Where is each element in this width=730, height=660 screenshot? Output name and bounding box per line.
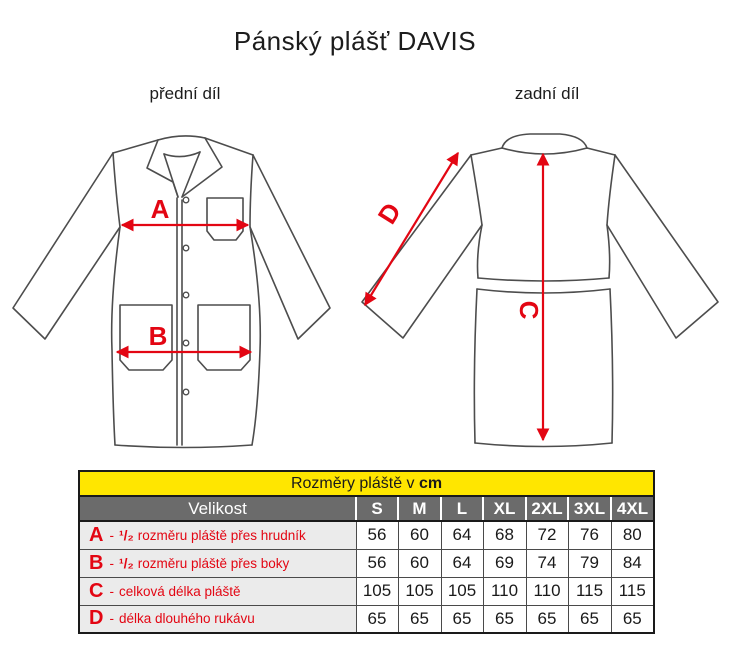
back-left-body-lower (474, 289, 477, 443)
row-c-desc: celková délka pláště (118, 583, 241, 599)
table-title-row (79, 471, 654, 496)
size-table (78, 470, 655, 634)
back-right-shoulder (587, 148, 615, 155)
front-buttons (183, 197, 189, 395)
row-d-letter: D (89, 607, 104, 630)
size-value-cell: 79 (568, 549, 611, 577)
row-a-fraction: ¹/₂ (118, 526, 134, 543)
size-value-cell: 65 (483, 605, 526, 633)
front-view-label: přední díl (149, 84, 221, 103)
size-value-cell: 65 (398, 605, 441, 633)
back-view-label: zadní díl (514, 84, 580, 103)
size-value-cell: 80 (611, 521, 654, 549)
back-hem (475, 443, 612, 447)
front-right-sleeve (250, 155, 330, 339)
row-b-fraction: ¹/₂ (118, 554, 134, 571)
dash: - (109, 555, 114, 571)
front-coat-diagram (10, 120, 350, 465)
button (183, 197, 189, 203)
back-right-sleeve (607, 155, 718, 338)
table-title-unit: cm (418, 474, 443, 492)
size-header-label: Velikost (79, 496, 356, 521)
row-b-desc: rozměru pláště přes boky (137, 555, 290, 571)
back-coat-diagram (360, 120, 720, 465)
size-value-cell: 72 (526, 521, 568, 549)
back-right-body-lower (610, 289, 613, 443)
size-col-l: L (441, 496, 483, 521)
row-c-letter: C (89, 579, 104, 602)
back-collar-seam (502, 148, 587, 154)
table-title (79, 471, 654, 496)
page-title: Pánský plášť DAVIS (233, 26, 477, 56)
size-value-cell: 76 (568, 521, 611, 549)
row-a-label (79, 521, 356, 549)
row-b-letter: B (89, 551, 104, 574)
measure-arrow-d (365, 153, 458, 305)
row-a-desc: rozměru pláště přes hrudník (137, 527, 306, 543)
back-left-shoulder (471, 148, 502, 155)
size-value-cell: 65 (356, 605, 398, 633)
size-value-cell: 64 (441, 521, 483, 549)
size-value-cell: 56 (356, 521, 398, 549)
table-row-a (79, 521, 654, 549)
size-col-m: M (398, 496, 441, 521)
measure-arrow-c (514, 154, 544, 440)
size-value-cell: 64 (441, 549, 483, 577)
size-value-cell: 60 (398, 521, 441, 549)
dash: - (109, 611, 114, 627)
size-col-xl: XL (483, 496, 526, 521)
front-left-roll-line (164, 154, 178, 197)
size-col-2xl: 2XL (526, 496, 568, 521)
front-left-lapel (147, 140, 178, 197)
size-value-cell: 65 (568, 605, 611, 633)
size-value-cell: 115 (611, 577, 654, 605)
size-value-cell: 105 (441, 577, 483, 605)
measure-label-d: D (371, 197, 408, 230)
back-right-body-upper (607, 155, 615, 278)
size-header-row (79, 496, 654, 521)
size-value-cell: 74 (526, 549, 568, 577)
row-a-letter: A (89, 523, 104, 546)
size-col-4xl: 4XL (611, 496, 654, 521)
button (183, 340, 189, 346)
front-right-lapel (182, 138, 222, 197)
size-value-cell: 110 (526, 577, 568, 605)
size-value-cell: 65 (611, 605, 654, 633)
front-left-sleeve (13, 153, 120, 339)
front-right-body-edge (250, 155, 260, 445)
row-b-label (79, 549, 356, 577)
back-coat-outline (362, 134, 718, 447)
size-col-3xl: 3XL (568, 496, 611, 521)
chest-pocket (207, 198, 243, 240)
back-left-body-upper (471, 155, 482, 278)
button (183, 292, 189, 298)
measure-label-c: C (514, 300, 544, 320)
measure-label-a: A (150, 194, 170, 224)
size-value-cell: 105 (356, 577, 398, 605)
size-value-cell: 60 (398, 549, 441, 577)
front-coat-outline (13, 136, 330, 448)
size-value-cell: 110 (483, 577, 526, 605)
front-collar-inner (164, 152, 200, 157)
size-value-cell: 105 (398, 577, 441, 605)
front-collar-top (158, 136, 205, 140)
dash: - (109, 527, 114, 543)
size-value-cell: 56 (356, 549, 398, 577)
front-left-shoulder (113, 140, 158, 153)
size-value-cell: 65 (526, 605, 568, 633)
button (183, 389, 189, 395)
size-value-cell: 69 (483, 549, 526, 577)
dash: - (109, 583, 114, 599)
row-d-label (79, 605, 356, 633)
table-row-d (79, 605, 654, 633)
size-value-cell: 84 (611, 549, 654, 577)
size-col-s: S (356, 496, 398, 521)
size-value-cell: 65 (441, 605, 483, 633)
front-hem (115, 445, 252, 448)
measure-label-b: B (148, 321, 168, 351)
lower-right-pocket (198, 305, 250, 370)
back-left-sleeve (362, 155, 482, 338)
table-title-text: Rozměry pláště v (290, 474, 415, 492)
row-c-label (79, 577, 356, 605)
front-right-shoulder (205, 138, 253, 155)
table-row-c (79, 577, 654, 605)
table-row-b (79, 549, 654, 577)
size-value-cell: 68 (483, 521, 526, 549)
row-d-desc: délka dlouhého rukávu (118, 611, 255, 627)
button (183, 245, 189, 251)
size-value-cell: 115 (568, 577, 611, 605)
back-collar-top (502, 134, 587, 148)
front-left-body-edge (112, 153, 120, 445)
